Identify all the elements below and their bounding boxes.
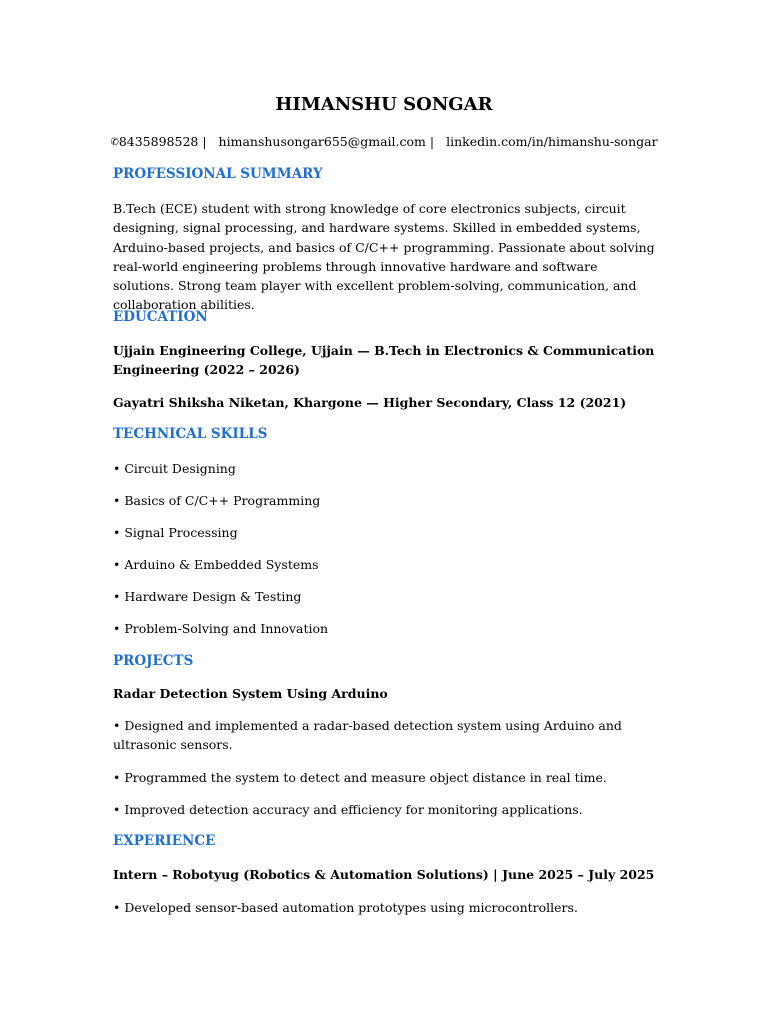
education-item-2: Gayatri Shiksha Niketan, Khargone — Higher Secondary, Class 12 (2021) bbox=[113, 395, 627, 410]
contact-line bbox=[0, 134, 768, 149]
linkedin-url: linkedin.com/in/himanshu-songar bbox=[446, 134, 658, 149]
phone-number: 8435898528 | bbox=[118, 134, 207, 149]
phone-icon: ✆ bbox=[110, 137, 119, 148]
experience-bullet: • Developed sensor-based automation prototypes using microcontrollers. bbox=[113, 900, 578, 915]
experience-heading: EXPERIENCE bbox=[113, 833, 216, 849]
skill-item: • Signal Processing bbox=[113, 525, 238, 540]
candidate-name: HIMANSHU SONGAR bbox=[275, 94, 493, 115]
project-bullet: • Programmed the system to detect and measure object distance in real time. bbox=[113, 770, 607, 785]
email-address: himanshusongar655@gmail.com | bbox=[218, 134, 435, 149]
skills-heading: TECHNICAL SKILLS bbox=[113, 426, 268, 442]
project-title: Radar Detection System Using Arduino bbox=[113, 686, 388, 701]
education-heading: EDUCATION bbox=[113, 309, 208, 325]
projects-heading: PROJECTS bbox=[113, 653, 194, 669]
skill-item: • Problem-Solving and Innovation bbox=[113, 621, 329, 636]
skill-item: • Basics of C/C++ Programming bbox=[113, 493, 321, 508]
skill-item: • Arduino & Embedded Systems bbox=[113, 557, 319, 572]
project-bullet: • Improved detection accuracy and efficiency for monitoring applications. bbox=[113, 802, 583, 817]
summary-heading: PROFESSIONAL SUMMARY bbox=[113, 166, 323, 182]
experience-title: Intern – Robotyug (Robotics & Automation Solutions) | June 2025 – July 2025 bbox=[113, 867, 655, 882]
education-item-1: Ujjain Engineering College, Ujjain — B.Tech in Electronics & Communication Engineering (2022 – 2026) bbox=[113, 343, 655, 378]
summary-text: B.Tech (ECE) student with strong knowledge of core electronics subjects, circuit designing, signal processing, and hardware systems. Skilled in embedded systems, Arduino-based projects, and basics of C/C++ programming. Passionate about solving real-world engineering problems through innovative hardware and software solutions. Strong team player with excellent problem-solving, communication, and collaboration abilities. bbox=[113, 201, 655, 313]
project-bullet: • Designed and implemented a radar-based detection system using Arduino and ultrasonic sensors. bbox=[113, 718, 622, 753]
skill-item: • Circuit Designing bbox=[113, 461, 236, 476]
skill-item: • Hardware Design & Testing bbox=[113, 589, 302, 604]
